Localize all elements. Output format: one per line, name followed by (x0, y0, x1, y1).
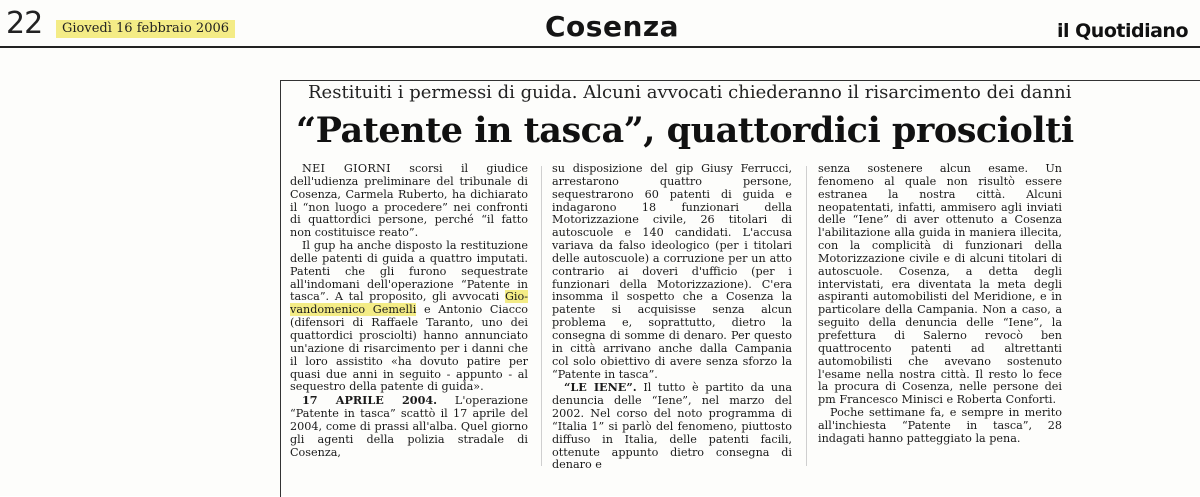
article-column-2 (552, 163, 792, 488)
paragraph-subhead: 17 APRILE 2004. (302, 393, 438, 408)
paragraph-text: scorsi il giudice dell'udienza preliminare del tribunale di Cosenza, Carmela Ruberto, ha dichiarato il “non luogo a procedere” nei confronti di quattordici persone, perché “il fatto non costituisce reato”. (290, 163, 528, 240)
paragraph (552, 381, 792, 472)
page-number: 22 (6, 6, 43, 41)
issue-date: Giovedì 16 febbraio 2006 (56, 20, 235, 38)
paragraph (290, 240, 528, 394)
article-kicker: Restituiti i permessi di guida. Alcuni avvocati chiederanno il risarcimento dei danni (308, 82, 1072, 103)
newspaper-logo: il Quotidiano (1057, 20, 1188, 42)
paragraph-text: L'operazione “Patente in tasca” scattò il 17 aprile del 2004, come di prassi all'alba. Quel giorno gli agenti della polizia stradale di Cosenza, (290, 394, 528, 459)
paragraph-lead: NEI GIORNI (302, 163, 391, 175)
header-rule (0, 46, 1200, 48)
highlighted-text: vandomenico Gemelli (290, 303, 417, 317)
section-title: Cosenza (545, 10, 680, 43)
column-divider (541, 166, 542, 466)
paragraph: senza sostenere alcun esame. Un fenomeno al quale non risultò essere estranea la nostra città. Alcuni neopatentati, infatti, ammisero agli inviati delle “Iene” di aver ottenuto a Cosenza l'abilitazione alla guida in maniera illecita, con la complicità di funzionari della Motorizzazione civile e di alcuni titolari di autoscuole. Cosenza, a detta degli intervistati, era diventata la meta degli aspiranti automobilisti del Meridione, e in particolare della Campania. Non a caso, a seguito della denuncia delle “Iene”, la prefettura di Salerno revocò ben quattrocento patenti ad altrettanti automobilisti che avevano sostenuto l'esame nella nostra città. Il resto lo fece la procura di Cosenza, nelle persone dei pm Francesco Minisci e Roberta Conforti. (818, 163, 1062, 407)
column-divider (806, 166, 807, 466)
paragraph-subhead: “LE IENE”. (564, 380, 637, 395)
paragraph (290, 163, 528, 240)
article-column-3 (818, 163, 1062, 488)
paragraph-text: e Antonio Ciacco (difensori di Raffaele Taranto, uno dei quattordici prosciolti) hanno annunciato un'azione di risarcimento per i danni che il loro assistito «ha dovuto patire per quasi due anni in seguito - appunto - al sequestro della patente di guida». (290, 303, 528, 394)
article-column-1 (290, 163, 528, 488)
paragraph-text: Il tutto è partito da una denuncia delle “Iene”, nel marzo del 2002. Nel corso del noto programma di “Italia 1” si parlò del fenomeno, piuttosto diffuso in Italia, delle patenti facili, ottenute appunto dietro consegna di denaro e (552, 381, 792, 472)
page-header (0, 0, 1200, 46)
paragraph: su disposizione del gip Giusy Ferrucci, arrestarono quattro persone, sequestrarono 60 patenti di guida e indagarono 18 funzionari della Motorizzazione civile, 26 titolari di autoscuole e 140 candidati. L'accusa variava da falso ideologico (per i titolari delle autoscuole) a corruzione per un atto contrario ai doveri d'ufficio (per i funzionari della Motorizzazione). C'era insomma il sospetto che a Cosenza la patente si acquisisse senza alcun problema e, soprattutto, dietro la consegna di somme di denaro. Per questo in città arrivano anche dalla Campania col solo obiettivo di avere senza sforzo la “Patente in tasca”. (552, 163, 792, 381)
paragraph: Poche settimane fa, e sempre in merito all'inchiesta “Patente in tasca”, 28 indagati hanno patteggiato la pena. (818, 406, 1062, 445)
paragraph (290, 394, 528, 459)
highlighted-text: Gio- (504, 290, 528, 304)
paragraph-text: Il gup ha anche disposto la restituzione delle patenti di guida a quattro imputati. Patenti che gli furono sequestrate all'indomani dell'operazione “Patente in tasca”. A tal proposito, gli avvocati (290, 239, 528, 304)
article-headline: “Patente in tasca”, quattordici prosciolti (296, 110, 1074, 151)
